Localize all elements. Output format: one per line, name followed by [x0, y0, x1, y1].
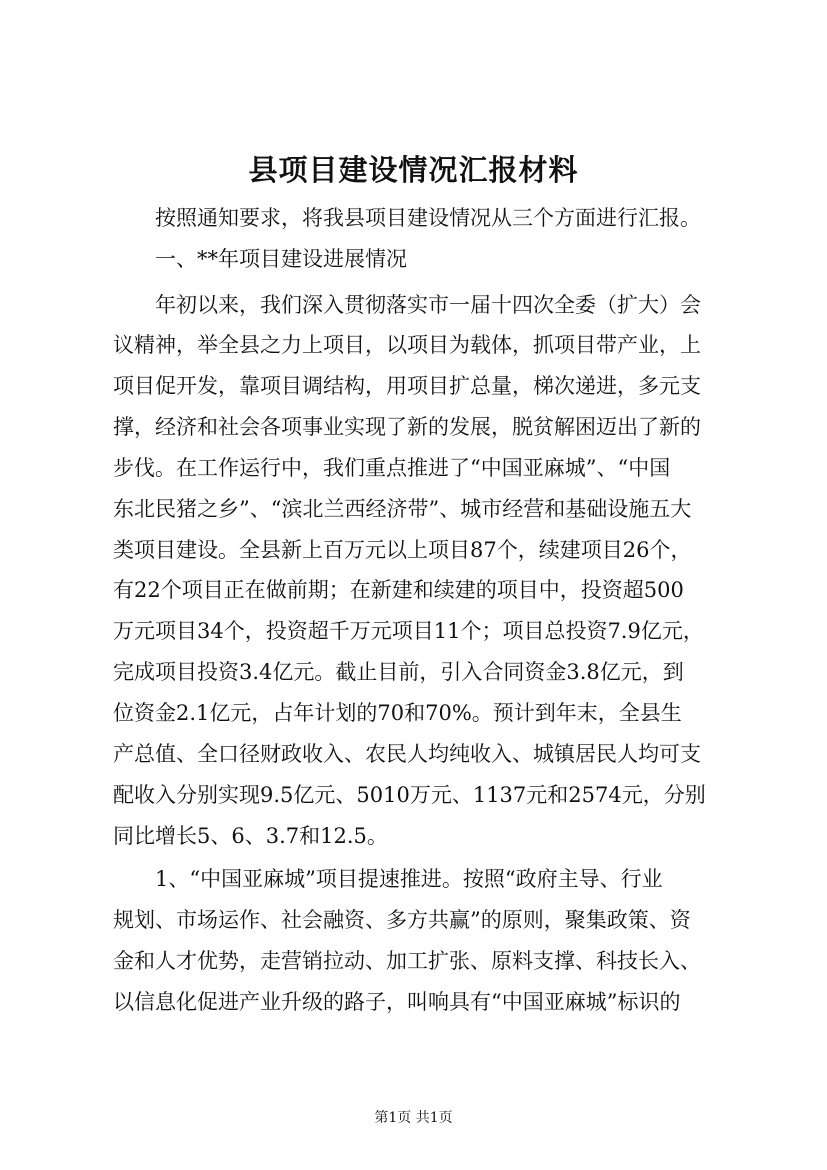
body-line: 项目促开发，靠项目调结构，用项目扩总量，梯次递进，多元支 — [113, 374, 701, 398]
body-line: 配收入分别实现9.5亿元、5010万元、1137元和2574元，分别 — [113, 783, 706, 807]
body-line: 金和人才优势，走营销拉动、加工扩张、原料支撑、科技长入、 — [113, 949, 701, 973]
body-line: 完成项目投资3.4亿元。截止目前，引入合同资金3.8亿元，到 — [113, 660, 684, 684]
body-line: 同比增长5、6、3.7和12.5。 — [113, 824, 388, 848]
section-heading: 一、**年项目建设进展情况 — [155, 247, 407, 271]
body-line: 有22个项目正在做前期；在新建和续建的项目中，投资超500 — [113, 578, 684, 602]
body-line: 以信息化促进产业升级的路子，叫响具有“中国亚麻城”标识的 — [113, 990, 681, 1014]
body-line: 类项目建设。全县新上百万元以上项目87个，续建项目26个， — [113, 538, 692, 562]
body-line: 位资金2.1亿元，占年计划的70和70%。预计到年末，全县生 — [113, 701, 682, 725]
page-number-footer: 第1页 共1页 — [374, 1110, 453, 1126]
body-line: 1、“中国亚麻城”项目提速推进。按照“政府主导、行业 — [155, 867, 663, 891]
body-line: 步伐。在工作运行中，我们重点推进了“中国亚麻城”、“中国 — [113, 456, 671, 480]
body-line: 年初以来，我们深入贯彻落实市一届十四次全委（扩大）会 — [155, 293, 701, 317]
body-line: 规划、市场运作、社会融资、多方共赢”的原则，聚集政策、资 — [113, 908, 691, 932]
document-title: 县项目建设情况汇报材料 — [248, 153, 579, 187]
body-line: 万元项目34个，投资超千万元项目11个；项目总投资7.9亿元， — [113, 619, 704, 643]
body-line: 产总值、全口径财政收入、农民人均纯收入、城镇居民人均可支 — [113, 742, 701, 766]
body-line: 议精神，举全县之力上项目，以项目为载体，抓项目带产业，上 — [113, 333, 701, 357]
body-line: 东北民猪之乡”、“滨北兰西经济带”、城市经营和基础设施五大 — [113, 497, 692, 521]
body-line: 按照通知要求，将我县项目建设情况从三个方面进行汇报。 — [155, 206, 701, 230]
body-line: 撑，经济和社会各项事业实现了新的发展，脱贫解困迈出了新的 — [113, 415, 701, 439]
